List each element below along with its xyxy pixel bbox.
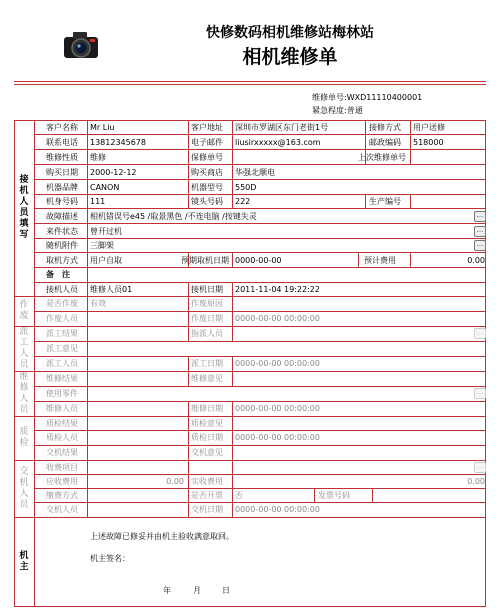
pickup-mode-field[interactable]: 用户送修	[413, 123, 445, 132]
dispatch-opinion-label: 派工意见	[46, 344, 78, 353]
last-order-label: 上次维修单号	[358, 153, 406, 162]
repair-person-label: 维修人员	[46, 404, 78, 413]
section-operate-label: 作废	[14, 296, 35, 326]
paid-fee-label: 实收费用	[191, 477, 223, 486]
pickup-mode-label: 接修方式	[369, 123, 401, 132]
qc-person-label: 质检人员	[46, 433, 78, 442]
fault-label: 故障描述	[46, 212, 78, 221]
dispatch-assign-label: 指派人员	[191, 329, 223, 338]
invoice-no-label: 发票号码	[318, 491, 350, 500]
receiver-label: 接机人员	[46, 285, 78, 294]
shop-field[interactable]: 华强北顺电	[235, 168, 275, 177]
repair-date-label: 维修日期	[191, 404, 223, 413]
header-rule	[14, 84, 486, 85]
pickup-opinion-label: 交机意见	[191, 448, 223, 457]
section-intake-label: 接机人员填写	[14, 120, 35, 296]
zip-field[interactable]: 518000	[413, 138, 444, 147]
repair-date-field[interactable]: 0000-00-00 00:00:00	[235, 404, 320, 413]
void-person-label: 作废人员	[46, 314, 78, 323]
parts-label: 使用零件	[46, 389, 78, 398]
pay-mode-label: 缴费方式	[46, 491, 78, 500]
receiver-field[interactable]: 维修人员01	[90, 285, 133, 294]
take-mode-label: 取机方式	[46, 256, 78, 265]
qc-result-label: 质检结果	[46, 419, 78, 428]
warranty-no-label: 保修单号	[191, 153, 223, 162]
invoice-field[interactable]: 否	[235, 491, 243, 500]
state-label: 来件状态	[46, 227, 78, 236]
pickup-result-label: 交机结果	[46, 448, 78, 457]
receive-date-label: 接机日期	[191, 285, 223, 294]
qc-date-field[interactable]: 0000-00-00 00:00:00	[235, 433, 320, 442]
section-owner-label: 机主	[14, 517, 35, 607]
section-qc-label: 质检	[14, 416, 35, 460]
brand-label: 机器品牌	[46, 183, 78, 192]
header-rule	[14, 81, 486, 82]
buy-date-field[interactable]: 2000-12-12	[90, 168, 137, 177]
buy-date-label: 购买日期	[46, 168, 78, 177]
due-fee-field[interactable]: 0.00	[166, 477, 184, 486]
is-void-field[interactable]: 有效	[90, 299, 106, 308]
take-mode-field[interactable]: 用户自取	[90, 256, 122, 265]
repair-type-label: 维修性质	[46, 153, 78, 162]
invoice-label: 是否开票	[191, 491, 223, 500]
body-no-field[interactable]: 111	[90, 197, 106, 206]
brand-field[interactable]: CANON	[90, 183, 120, 192]
customer-name-field[interactable]: Mr Liu	[90, 123, 115, 132]
parts-picker-button[interactable]: ...	[474, 388, 486, 399]
lens-no-field[interactable]: 222	[235, 197, 251, 206]
section-pickup-label: 交机人员	[14, 460, 35, 517]
qc-date-label: 质检日期	[191, 433, 223, 442]
accessory-field[interactable]: 三脚架	[90, 241, 114, 250]
lens-no-label: 镜头号码	[191, 197, 223, 206]
repair-result-label: 维修结果	[46, 374, 78, 383]
phone-label: 联系电话	[46, 138, 78, 147]
accessory-label: 随机附件	[46, 241, 78, 250]
section-dispatch-label: 派工人员	[14, 326, 35, 371]
page-title: 相机维修单	[242, 46, 338, 68]
section-repair-label: 维修人员	[14, 371, 35, 416]
state-picker-button[interactable]: ...	[474, 226, 486, 237]
email-label: 电子邮件	[191, 138, 223, 147]
pickup-person-label: 交机人员	[46, 505, 78, 514]
zip-label: 邮政编码	[369, 138, 401, 147]
due-fee-label: 应收费用	[46, 477, 78, 486]
shop-label: 购买商店	[191, 168, 223, 177]
void-date-field[interactable]: 0000-00-00 00:00:00	[235, 314, 320, 323]
owner-statement: 上述故障已修妥并由机主验收满意取回。	[90, 532, 234, 541]
assign-picker-button[interactable]: ...	[474, 328, 486, 339]
state-field[interactable]: 曾开过机	[90, 227, 122, 236]
customer-name-label: 客户名称	[46, 123, 78, 132]
customer-address-field[interactable]: 深圳市罗湖区东门老街1号	[235, 123, 329, 132]
sign-year: 年	[163, 586, 171, 595]
model-label: 机器型号	[191, 183, 223, 192]
prod-no-label: 生产编号	[369, 197, 401, 206]
body-no-label: 机身号码	[46, 197, 78, 206]
receive-date-field[interactable]: 2011-11-04 19:22:22	[235, 285, 320, 294]
estimate-label: 预计费用	[364, 256, 396, 265]
qc-opinion-label: 质检意见	[191, 419, 223, 428]
repair-type-field[interactable]: 维修	[90, 153, 106, 162]
email-field[interactable]: liusirxxxxx@163.com	[235, 138, 321, 147]
sign-month: 月	[193, 586, 201, 595]
fault-field[interactable]: 相机错误号e45 /取景黑色 /不连电脑 /按键失灵	[90, 212, 257, 221]
remark-label: 备 注	[46, 270, 70, 279]
fee-item-label: 收费项目	[46, 463, 78, 472]
dispatch-date-field[interactable]: 0000-00-00 00:00:00	[235, 359, 320, 368]
customer-address-label: 客户地址	[191, 123, 223, 132]
camera-icon	[62, 28, 100, 60]
fee-item-picker-button[interactable]: ...	[474, 462, 486, 473]
model-field[interactable]: 550D	[235, 183, 257, 192]
accessory-picker-button[interactable]: ...	[474, 240, 486, 251]
repair-opinion-label: 维修意见	[191, 374, 223, 383]
order-number: 维修单号:WXD11110400001	[312, 93, 423, 102]
void-reason-label: 作废原因	[191, 299, 223, 308]
urgency: 紧急程度:普通	[312, 106, 363, 115]
void-date-label: 作废日期	[191, 314, 223, 323]
dispatch-result-label: 派工结果	[46, 329, 78, 338]
company-name: 快修数码相机维修站梅林站	[206, 25, 374, 41]
pickup-date-field[interactable]: 0000-00-00 00:00:00	[235, 505, 320, 514]
sign-day: 日	[222, 586, 230, 595]
paid-fee-field[interactable]: 0.00	[467, 477, 485, 486]
expect-date-label: 预期取机日期	[181, 256, 229, 265]
dispatch-person-label: 派工人员	[46, 359, 78, 368]
dispatch-date-label: 派工日期	[191, 359, 223, 368]
expect-date-field[interactable]: 0000-00-00	[235, 256, 282, 265]
header	[0, 0, 500, 80]
pickup-date-label: 交机日期	[191, 505, 223, 514]
estimate-field[interactable]: 0.00	[467, 256, 485, 265]
owner-sign-label: 机主签名：	[90, 554, 130, 563]
fault-picker-button[interactable]: ...	[474, 211, 486, 222]
is-void-label: 是否作废	[46, 299, 78, 308]
phone-field[interactable]: 13812345678	[90, 138, 146, 147]
